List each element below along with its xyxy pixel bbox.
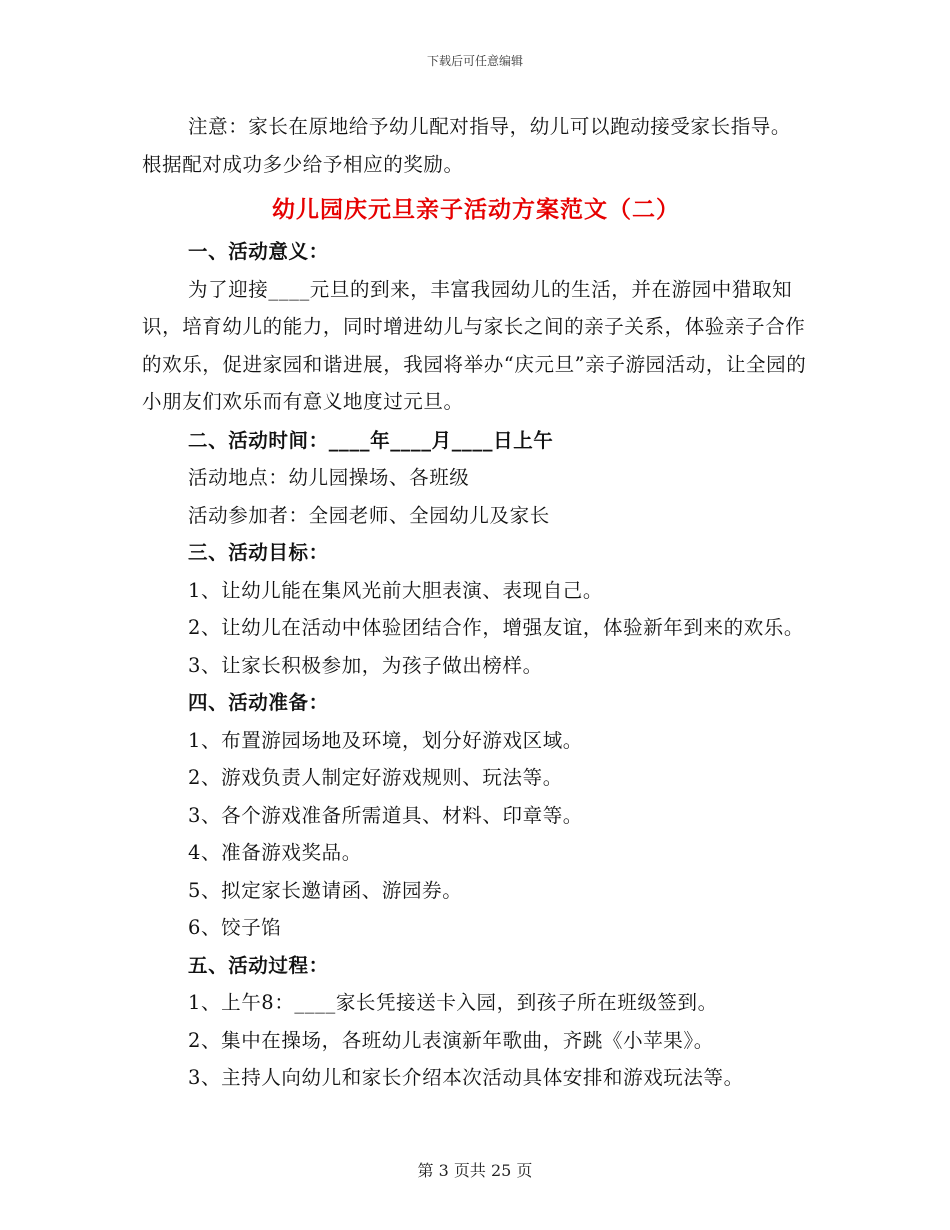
page-footer: 第 3 页共 25 页 bbox=[417, 1161, 533, 1180]
section5-heading: 五、活动过程： bbox=[188, 953, 329, 977]
list-item: 4、准备游戏奖品。 bbox=[188, 841, 362, 864]
section2-heading: 二、活动时间：____年____月____日上午 bbox=[188, 428, 554, 452]
list-item: 1、布置游园场地及环境，划分好游戏区域。 bbox=[188, 728, 583, 752]
document-title: 幼儿园庆元旦亲子活动方案范文（二） bbox=[272, 196, 680, 223]
section3-heading: 三、活动目标： bbox=[188, 541, 329, 564]
list-item: 2、游戏负责人制定好游戏规则、玩法等。 bbox=[188, 766, 563, 789]
list-item: 3、让家长积极参加，为孩子做出榜样。 bbox=[188, 653, 543, 677]
section1-heading: 一、活动意义： bbox=[188, 240, 329, 263]
list-item: 2、集中在操场，各班幼儿表演新年歌曲，齐跳《小苹果》。 bbox=[188, 1028, 714, 1052]
activity-place: 活动地点：幼儿园操场、各班级 bbox=[188, 466, 470, 489]
page-header: 下载后可任意编辑 bbox=[426, 54, 523, 68]
list-item: 1、让幼儿能在集风光前大胆表演、表现自己。 bbox=[188, 578, 604, 602]
list-item: 3、各个游戏准备所需道具、材料、印章等。 bbox=[188, 803, 583, 827]
list-item: 6、饺子馅 bbox=[188, 916, 282, 939]
list-item: 3、主持人向幼儿和家长介绍本次活动具体安排和游戏玩法等。 bbox=[188, 1066, 744, 1089]
section1-body: 为了迎接____元旦的到来，丰富我园幼儿的生活，并在游园中猎取知识，培育幼儿的能力，同时增进幼儿与家长之间的亲子关系，体验亲子合作的欢乐，促进家园和谐进展，我园将举办“庆元旦”亲子游园活动，让全园的小朋友们欢乐而有意义地度过元旦。 bbox=[142, 277, 807, 413]
list-item: 1、上午8：____家长凭接送卡入园，到孩子所在班级签到。 bbox=[188, 991, 718, 1014]
document-body bbox=[142, 108, 810, 1097]
list-item: 5、拟定家长邀请函、游园券。 bbox=[188, 878, 463, 902]
list-item: 2、让幼儿在活动中体验团结合作，增强友谊，体验新年到来的欢乐。 bbox=[188, 616, 805, 639]
activity-participants: 活动参加者：全园老师、全园幼儿及家长 bbox=[188, 503, 550, 527]
section4-heading: 四、活动准备： bbox=[188, 691, 329, 714]
intro-note: 注意：家长在原地给予幼儿配对指导，幼儿可以跑动接受家长指导。根据配对成功多少给予相应的奖励。 bbox=[142, 115, 792, 176]
